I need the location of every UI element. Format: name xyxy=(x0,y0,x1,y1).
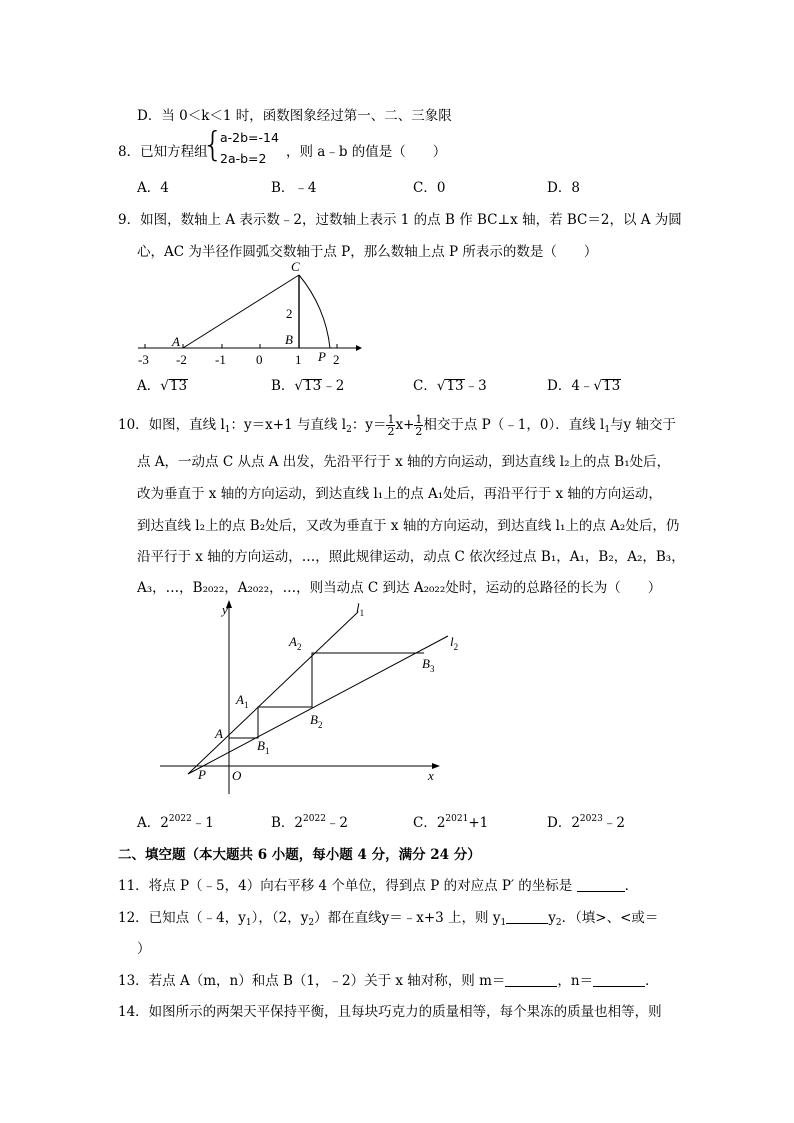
q10-line6: A₃，…，B₂₀₂₂，A₂₀₂₂，…，则当动点 C 到达 A₂₀₂₂处时，运动的总路径的长为（ ） xyxy=(137,580,662,596)
q9-option-c: C．√13﹣3 xyxy=(413,378,487,394)
q10-option-a: A．$2^{2022}﹣1$ xyxy=(137,814,214,831)
q13: 13．若点 A（m，n）和点 B（1，﹣2）关于 x 轴对称，则 m＝ ，n＝ ． xyxy=(118,973,659,989)
q9-option-b: B．√13﹣2 xyxy=(271,378,345,394)
q8-number: 8． xyxy=(118,144,141,160)
q9-label-a: A xyxy=(172,334,180,349)
q9-tick-2: 2 xyxy=(333,352,340,367)
q9-line1: 9．如图，数轴上 A 表示数﹣2，过数轴上表示 1 的点 B 作 BC⊥x 轴，若 BC＝2，以 A 为圆 xyxy=(118,212,682,228)
q8-stem xyxy=(118,140,208,160)
q11-answer-blank xyxy=(577,891,625,892)
q10-label-y: y xyxy=(222,602,228,617)
q10-line-l2 xyxy=(188,636,448,774)
q9-label-bc-length: 2 xyxy=(286,306,293,321)
q10-option-c: C．$2^{2021}+1$ xyxy=(413,814,489,831)
q13-m-blank xyxy=(505,986,557,987)
q10-label-a1: $A_1$ xyxy=(236,692,249,710)
q8-system-brace: { xyxy=(202,125,224,165)
q8-eq2: 2a-b=2 xyxy=(220,151,267,166)
q9-line2: 心，AC 为半径作圆弧交数轴于点 P，那么数轴上点 P 所表示的数是（ ） xyxy=(137,244,598,260)
q9-option-a: A．√13 xyxy=(137,378,188,394)
q10-option-d: D．$2^{2023}﹣2$ xyxy=(547,814,625,831)
q8-eq1: a-2b=-14 xyxy=(220,130,279,145)
q10-label-l1: $l_1$ xyxy=(356,600,365,618)
q11: 11．将点 P（﹣5，4）向右平移 4 个单位，得到点 P 的对应点 P′ 的坐标是 ． xyxy=(118,878,639,894)
q12-line2: ） xyxy=(137,941,151,957)
q10-label-o: O xyxy=(232,768,242,783)
q9-number-line-figure xyxy=(130,258,370,368)
q10-fraction-2: $\frac{1}{2}$ xyxy=(415,413,423,438)
section-2-title: 二、填空题（本大题共 6 小题，每小题 4 分，满分 24 分） xyxy=(118,847,481,863)
q10-line5: 沿平行于 x 轴的方向运动，…，照此规律运动，动点 C 依次经过点 B₁，A₁，B₂，A₂，B₃， xyxy=(137,549,685,565)
q8-stem-pre: 已知方程组 xyxy=(140,144,208,160)
q9-tick-neg3: -3 xyxy=(138,352,149,367)
q10-label-l2: $l_2$ xyxy=(450,634,459,652)
q10-fraction-1: $\frac{1}{2}$ xyxy=(387,413,395,438)
q13-n-blank xyxy=(593,986,645,987)
q10-line2: 点 A，一动点 C 从点 A 出发，先沿平行于 x 轴的方向运动，到达直线 l₂上的点 B₁处后， xyxy=(137,454,671,470)
q10-figure xyxy=(160,598,460,798)
q8-option-d: D．8 xyxy=(547,180,580,196)
q10-label-a: A xyxy=(215,726,223,741)
q10-line4: 到达直线 l₂上的点 B₂处后，又改为垂直于 x 轴的方向运动，到达直线 l₁上的点 A₂处后，仍 xyxy=(137,518,680,534)
q9-arc xyxy=(299,275,330,348)
q9-label-p: P xyxy=(318,349,326,364)
q9-option-d: D．4﹣√13 xyxy=(547,378,621,394)
q9-tick-1: 1 xyxy=(295,352,302,367)
q10-label-b3: $B_3$ xyxy=(422,656,435,674)
q9-label-c: C xyxy=(291,259,300,274)
q9-segment-ac xyxy=(183,275,299,348)
q10-line1: 10．如图，直线 $l_1$：y＝x+1 与直线 $l_2$：y＝ $\frac{1}{2}$ x+ $\frac{1}{2}$ 相交于点 P（﹣1，0）．直线 $l_1$与y 轴交于 xyxy=(118,413,676,438)
q10-line3: 改为垂直于 x 轴的方向运动，到达直线 l₁上的点 A₁处后，再沿平行于 x 轴的方向运动， xyxy=(137,486,662,502)
q9-tick-neg2: -2 xyxy=(176,352,187,367)
q14: 14．如图所示的两架天平保持平衡，且每块巧克力的质量相等，每个果冻的质量也相等，则 xyxy=(118,1004,662,1020)
q10-line-l1 xyxy=(188,612,358,774)
q9-tick-neg1: -1 xyxy=(215,352,226,367)
q10-label-b2: $B_2$ xyxy=(310,712,323,730)
q10-option-b: B．$2^{2022}﹣2$ xyxy=(271,814,349,831)
q10-label-p: P xyxy=(198,767,206,782)
q8-stem-post: ，则 a﹣b 的值是（ ） xyxy=(286,144,447,160)
q10-label-x: x xyxy=(428,768,434,783)
q8-option-c: C．0 xyxy=(413,180,446,196)
q7-option-d: D．当 0＜k＜1 时，函数图象经过第一、二、三象限 xyxy=(137,108,452,124)
q10-staircase-path xyxy=(229,653,424,738)
q8-option-b: B．﹣4 xyxy=(271,180,317,196)
q10-label-a2: $A_2$ xyxy=(289,634,302,652)
q9-axis-arrow xyxy=(356,345,362,351)
q9-tick-0: 0 xyxy=(256,352,263,367)
q9-number: 9． xyxy=(118,212,141,228)
q9-label-b: B xyxy=(285,332,293,347)
q8-option-a: A．4 xyxy=(137,180,169,196)
q10-label-b1: $B_1$ xyxy=(257,738,270,756)
q12-answer-blank xyxy=(506,923,548,924)
q12-line1: 12．已知点（﹣4，$y_1$），（2，$y_2$）都在直线y＝﹣x+3 上，则 $y_1$ $y_2$．（填>、<或＝ xyxy=(118,910,659,928)
